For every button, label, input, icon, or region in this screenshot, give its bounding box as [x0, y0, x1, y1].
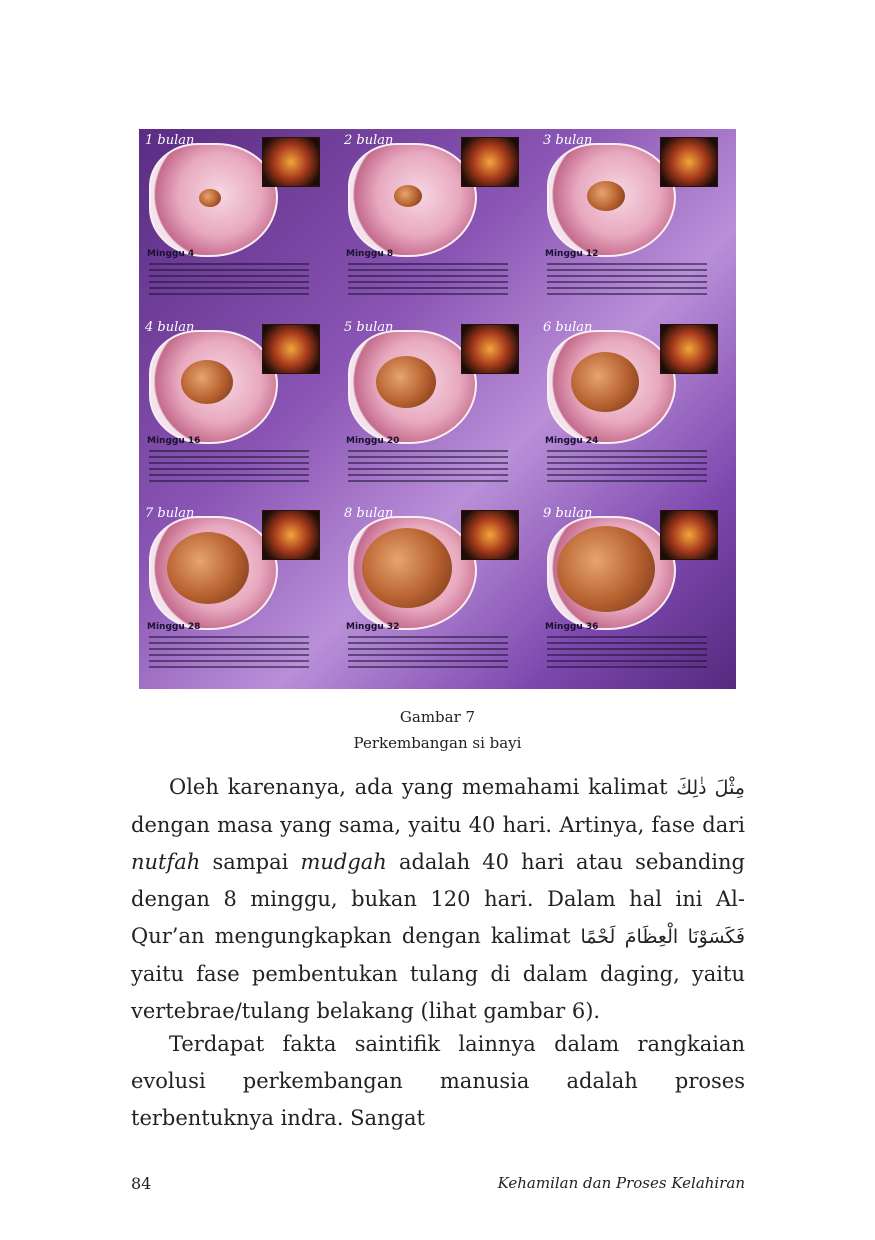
- paragraph-text: adalah 40 hari atau sebanding dengan 8 minggu, bukan 120 hari. Dalam hal ini Al-Qur’an mengungkapkan dengan kalimat: [131, 850, 745, 948]
- stage-description: [348, 263, 508, 299]
- figure-panel: [537, 129, 736, 316]
- month-label: 5 bulan: [344, 319, 394, 335]
- fetus-photo: [461, 510, 519, 560]
- fetus-photo: [660, 324, 718, 374]
- figure-panel: [338, 502, 537, 689]
- week-label: Minggu 4: [147, 249, 195, 259]
- month-label: 4 bulan: [145, 319, 195, 335]
- womb-illustration: [149, 330, 278, 444]
- figure-number: Gambar 7: [399, 708, 476, 726]
- womb-illustration: [348, 143, 477, 257]
- womb-illustration: [147, 516, 278, 633]
- figure-panel: [139, 129, 338, 316]
- running-head: Kehamilan dan Proses Kelahiran: [497, 1174, 745, 1192]
- embryo-photo: [262, 137, 320, 187]
- week-label: Minggu 32: [346, 622, 400, 633]
- fetus-photo: [262, 510, 320, 560]
- stage-description: [149, 263, 309, 299]
- month-label: 1 bulan: [145, 133, 195, 148]
- month-label: 8 bulan: [344, 506, 394, 522]
- embryo-photo: [461, 137, 519, 187]
- womb-illustration: [547, 330, 676, 444]
- figure-panel: [338, 129, 537, 316]
- week-label: Minggu 36: [545, 622, 599, 633]
- week-label: Minggu 12: [545, 249, 599, 259]
- week-label: Minggu 16: [147, 435, 201, 446]
- stage-description: [348, 450, 508, 486]
- stage-description: [547, 636, 707, 672]
- month-label: 2 bulan: [344, 133, 394, 148]
- figure-panel: [537, 316, 736, 503]
- body-paragraph-1: [131, 769, 745, 1030]
- month-label: 3 bulan: [543, 133, 593, 148]
- month-label: 9 bulan: [543, 506, 593, 522]
- paragraph-text: Oleh karenanya, ada yang memahami kalimat: [169, 775, 668, 799]
- fetus-photo: [262, 324, 320, 374]
- figure-panel: [139, 502, 338, 689]
- womb-illustration: [547, 143, 676, 257]
- stage-description: [149, 450, 309, 486]
- stage-description: [149, 636, 309, 672]
- womb-illustration: [346, 516, 477, 633]
- womb-illustration: [545, 516, 676, 633]
- stage-description: [348, 636, 508, 672]
- emphasis-term: nutfah: [131, 850, 201, 874]
- paragraph-text: dengan masa yang sama, yaitu 40 hari. Artinya, fase dari: [131, 813, 745, 837]
- fetus-photo: [461, 324, 519, 374]
- figure-panel: [338, 316, 537, 503]
- arabic-phrase: فَكَسَوْنَا الْعِظَامَ لَحْمًا: [580, 926, 745, 948]
- month-label: 6 bulan: [543, 319, 593, 335]
- figure-panel: [139, 316, 338, 503]
- figure-panel: [537, 502, 736, 689]
- stage-description: [547, 263, 707, 299]
- week-label: Minggu 8: [346, 249, 394, 259]
- week-label: Minggu 28: [147, 622, 201, 633]
- arabic-phrase: مِثْلَ ذٰلِكَ: [676, 777, 745, 799]
- womb-illustration: [348, 330, 477, 444]
- embryo-photo: [660, 137, 718, 187]
- paragraph-text: yaitu fase pembentukan tulang di dalam daging, yaitu vertebrae/tulang belakang (lihat gambar 6).: [131, 962, 745, 1023]
- paragraph-text: sampai: [212, 850, 289, 874]
- womb-illustration: [149, 143, 278, 257]
- week-label: Minggu 24: [545, 435, 599, 446]
- week-label: Minggu 20: [346, 435, 400, 446]
- fetal-development-figure: [139, 129, 736, 689]
- figure-caption: Perkembangan si bayi: [353, 734, 522, 752]
- month-label: 7 bulan: [145, 506, 195, 522]
- body-paragraph-2: Terdapat fakta saintifik lainnya dalam rangkaian evolusi perkembangan manusia adalah proses terbentuknya indra. Sangat: [131, 1032, 745, 1130]
- stage-description: [547, 450, 707, 486]
- emphasis-term: mudgah: [300, 850, 387, 874]
- fetus-photo: [660, 510, 718, 560]
- page-number: 84: [131, 1174, 152, 1193]
